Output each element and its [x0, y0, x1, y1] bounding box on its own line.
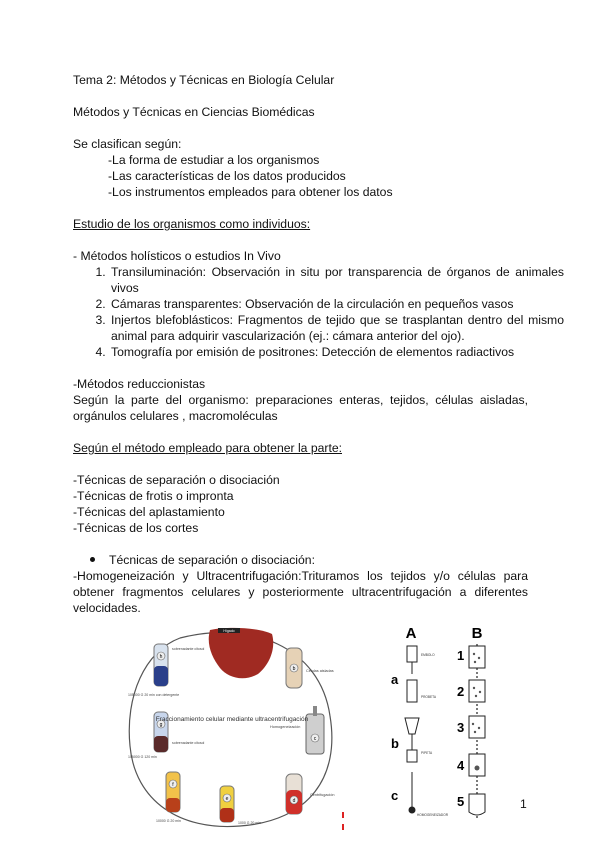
step-3-label: 3 — [457, 720, 465, 735]
holistic-intro: - Métodos holísticos o estudios In Vivo — [73, 249, 281, 263]
step-1-label: 1 — [457, 648, 465, 663]
bullet-dot — [90, 557, 95, 562]
technique-item: -Técnicas del aplastamiento — [73, 505, 225, 519]
tube-d — [286, 774, 302, 814]
section-heading-method: Según el método empleado para obtener la parte: — [73, 441, 342, 455]
tube-f — [166, 772, 180, 812]
sediment-label: sobrenadante citosol — [172, 647, 205, 651]
list-item: 3. Injertos blefoblásticos: Fragmentos de tejido que se trasplantan dentro del mismo animal para adquirir vascularización (ej.: cámara anterior del ojo). — [109, 312, 564, 344]
svg-text:b: b — [292, 666, 296, 672]
red-marker — [342, 824, 344, 830]
bullet-item — [90, 552, 315, 568]
homogenization-text: -Homogeneización y Ultracentrifugación:Trituramos los tejidos y/o células para obtener fragmentos celulares y posteriormente ultracentrifugación a diferentes velocidades. — [73, 569, 528, 615]
section-heading-individuals: Estudio de los organismos como individuos: — [73, 217, 311, 231]
step-2-label: 2 — [457, 684, 465, 699]
classify-item: -La forma de estudiar a los organismos — [108, 153, 320, 167]
reductionist-text: Según la parte del organismo: preparaciones enteras, tejidos, células aisladas, orgánulos celulares , macromoléculas — [73, 393, 528, 423]
classify-intro: Se clasifican según: — [73, 137, 182, 151]
liver-organ — [209, 628, 274, 678]
homogenization-label: Homogeneización — [270, 725, 301, 729]
classify-item: -Las características de los datos producidos — [108, 169, 346, 183]
technique-item: -Técnicas de separación o disociación — [73, 473, 280, 487]
fractionation-diagram — [120, 626, 350, 836]
page-number: 1 — [520, 797, 527, 811]
red-marker — [342, 812, 344, 818]
tube-label: 1000 G 20 min — [238, 821, 261, 825]
step-5-label: 5 — [457, 794, 465, 809]
step-4-label: 4 — [457, 758, 465, 773]
centrifugation-label: Centrifugación — [310, 793, 335, 797]
list-item: 4. Tomografía por emisión de positrones: Detección de elementos radiactivos — [109, 344, 564, 360]
classify-item: -Los instrumentos empleados para obtener los datos — [108, 185, 393, 199]
step-b-label: b — [391, 736, 399, 751]
technique-item: -Técnicas de los cortes — [73, 521, 199, 535]
page-subtitle: Métodos y Técnicas en Ciencias Biomédicas — [73, 105, 315, 119]
page-title: Tema 2: Métodos y Técnicas en Biología Celular — [73, 73, 335, 87]
apparatus-label: HOMOGENEIZADOR — [417, 813, 448, 817]
holistic-list — [73, 264, 564, 360]
organ-label: Hígado — [223, 629, 235, 633]
tube-b — [286, 648, 302, 688]
technique-item: -Técnicas de frotis o impronta — [73, 489, 234, 503]
tube-label: 105000 G 120 min — [128, 755, 157, 759]
tube-e — [220, 786, 234, 822]
step-a-label: a — [391, 672, 399, 687]
column-a-apparatus — [405, 646, 419, 813]
svg-text:f: f — [172, 782, 174, 788]
svg-text:g: g — [159, 722, 163, 728]
diagram-center-label: Fraccionamiento celular mediante ultracentrifugación — [155, 716, 309, 723]
svg-text:h: h — [159, 654, 163, 660]
apparatus-label: PIPETA — [421, 751, 433, 755]
tube-label: 10000 G 20 min — [156, 819, 181, 823]
svg-text:c: c — [313, 736, 317, 742]
step-c-label: c — [391, 788, 399, 803]
homogenizer-steps-diagram — [385, 622, 500, 822]
svg-text:e: e — [225, 796, 229, 802]
apparatus-label: PROBETA — [421, 695, 436, 699]
sediment-label: sobrenadante citosol — [172, 741, 205, 745]
column-b-label: B — [471, 625, 483, 642]
bullet-text: Técnicas de separación o disociación: — [109, 553, 315, 567]
cells-label: Células aisladas — [306, 669, 334, 673]
reductionist-title: -Métodos reduccionistas — [73, 377, 206, 391]
homogenizer-c — [306, 706, 324, 754]
svg-text:d: d — [292, 798, 296, 804]
column-a-label: A — [405, 625, 417, 642]
list-item: 2. Cámaras transparentes: Observación de la circulación en pequeños vasos — [109, 296, 564, 312]
tube-label: 105000 G 20 min con detergente — [128, 693, 180, 697]
apparatus-label: EMBOLO — [421, 653, 435, 657]
list-item: 1. Transiluminación: Observación in situ por transparencia de órganos de animales vivos — [109, 264, 564, 296]
tube-h — [154, 644, 168, 686]
